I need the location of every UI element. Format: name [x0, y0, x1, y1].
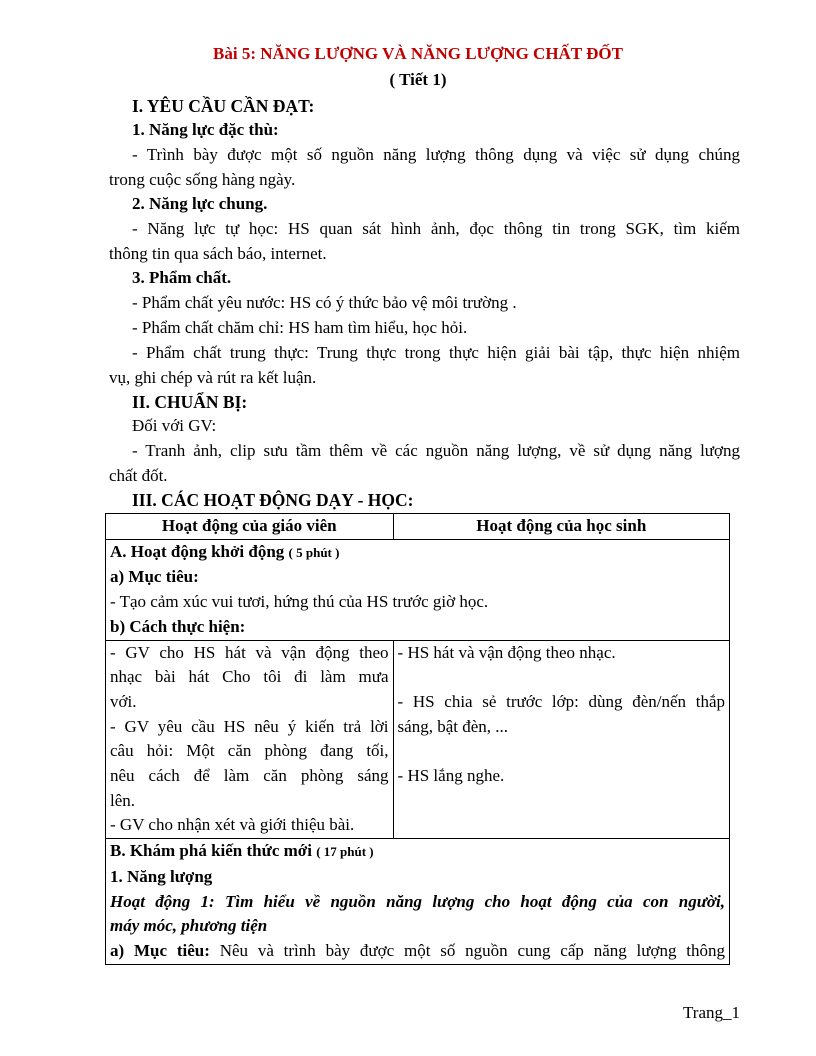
column-header-teacher: Hoạt động của giáo viên — [106, 514, 394, 540]
page-number: Trang_1 — [683, 1003, 740, 1022]
teacher-activity-1-line-2: nhạc bài hát Cho tôi đi làm mưa — [110, 667, 389, 687]
section-a-cell — [106, 539, 730, 640]
section-a-method: b) Cách thực hiện: — [110, 616, 246, 636]
student-activity-2-line-1: - HS chia sẻ trước lớp: dùng đèn/nến thắp — [397, 691, 725, 711]
paragraph-materials-1: - Tranh ảnh, clip sưu tầm thêm về các nguồn năng lượng, về sử dụng năng lượng — [132, 441, 740, 460]
paragraph-specific-competence-2: trong cuộc sống hàng ngày. — [109, 170, 296, 189]
subheading-specific-competence: 1. Năng lực đặc thù: — [132, 120, 279, 139]
section-a-goal-label: a) Mục tiêu: — [110, 567, 199, 587]
paragraph-patriotism: - Phẩm chất yêu nước: HS có ý thức bảo vệ môi trường . — [132, 293, 517, 312]
section-b-goal-label: a) Mục tiêu: — [110, 940, 210, 960]
table-header-row — [106, 514, 730, 540]
student-activity-3: - HS lắng nghe. — [397, 766, 505, 786]
section-b-goal: Nêu và trình bày được một số nguồn cung cấp năng lượng thông — [219, 940, 726, 960]
teacher-activity-2-line-3: nêu cách để làm căn phòng sáng — [110, 766, 389, 786]
section-b-activity-1-line-2: máy móc, phương tiện — [110, 916, 268, 936]
lesson-title: Bài 5: NĂNG LƯỢNG VÀ NĂNG LƯỢNG CHẤT ĐỐT — [213, 44, 623, 63]
paragraph-specific-competence-1: - Trình bày được một số nguồn năng lượng thông dụng và việc sử dụng chúng — [132, 145, 740, 164]
student-activities-cell — [393, 640, 729, 839]
teacher-activities-cell — [106, 640, 394, 839]
section-b-time: ( 17 phút ) — [316, 844, 374, 860]
teacher-activity-1-line-1: - GV cho HS hát và vận động theo — [110, 642, 389, 662]
teacher-activity-2-line-1: - GV yêu cầu HS nêu ý kiến trả lời — [110, 716, 389, 736]
section-heading-activities: III. CÁC HOẠT ĐỘNG DẠY - HỌC: — [132, 490, 414, 510]
paragraph-general-competence-2: thông tin qua sách báo, internet. — [109, 244, 327, 263]
teacher-activity-1-line-3: với. — [110, 691, 137, 711]
section-b-title: B. Khám phá kiến thức mới — [110, 841, 312, 861]
student-activity-2-line-2: sáng, bật đèn, ... — [397, 716, 509, 736]
section-a-goal: - Tạo cảm xúc vui tươi, hứng thú của HS trước giờ học. — [110, 592, 489, 612]
paragraph-diligence: - Phẩm chất chăm chỉ: HS ham tìm hiểu, học hỏi. — [132, 318, 468, 337]
section-heading-preparation: II. CHUẨN BỊ: — [132, 392, 248, 412]
student-activity-1: - HS hát và vận động theo nhạc. — [397, 642, 616, 662]
table-row — [106, 640, 730, 839]
paragraph-for-teacher: Đối với GV: — [132, 416, 217, 435]
table-row — [106, 839, 730, 965]
paragraph-honesty-2: vụ, ghi chép và rút ra kết luận. — [109, 368, 317, 387]
subheading-qualities: 3. Phẩm chất. — [132, 268, 232, 287]
section-b-activity-1-line-1: Hoạt động 1: Tìm hiểu về nguồn năng lượng cho hoạt động của con người, — [110, 891, 725, 911]
table-row — [106, 539, 730, 640]
paragraph-materials-2: chất đốt. — [109, 466, 168, 485]
section-a-time: ( 5 phút ) — [288, 544, 340, 560]
column-header-student: Hoạt động của học sinh — [393, 514, 729, 540]
section-a-title: A. Hoạt động khởi động — [110, 541, 285, 561]
section-b-energy-heading: 1. Năng lượng — [110, 866, 213, 886]
lesson-period: ( Tiết 1) — [389, 70, 447, 89]
section-heading-requirements: I. YÊU CẦU CẦN ĐẠT: — [132, 96, 315, 116]
teacher-activity-2-line-2: câu hỏi: Một căn phòng đang tối, — [110, 741, 389, 761]
paragraph-general-competence-1: - Năng lực tự học: HS quan sát hình ảnh, đọc thông tin trong SGK, tìm kiếm — [132, 219, 740, 238]
activities-table — [105, 513, 730, 965]
teacher-activity-2-line-4: lên. — [110, 790, 136, 810]
section-b-cell — [106, 839, 730, 965]
teacher-activity-3: - GV cho nhận xét và giới thiệu bài. — [110, 815, 355, 835]
paragraph-honesty-1: - Phẩm chất trung thực: Trung thực trong thực hiện giải bài tập, thực hiện nhiệm — [132, 343, 740, 362]
subheading-general-competence: 2. Năng lực chung. — [132, 194, 268, 213]
